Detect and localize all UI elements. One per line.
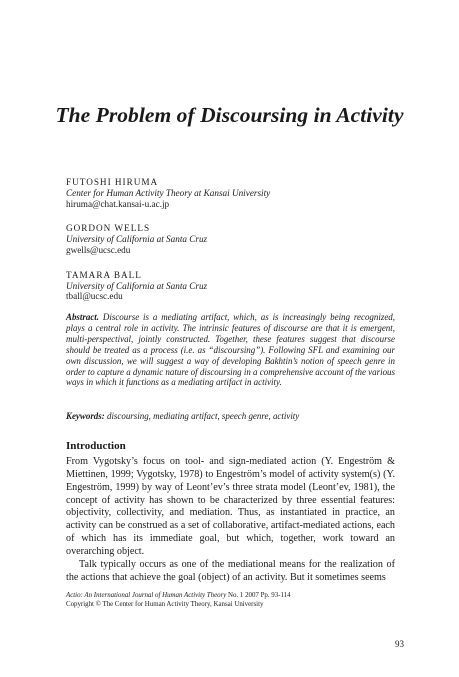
author-name: TAMARA BALL xyxy=(66,269,142,280)
paragraph: From Vygotsky’s focus on tool- and sign-mediated action (Y. Engeström & Miettinen, 1999; Vygotsky, 1978) to Engeström’s model of activity system(s) (Y. Engeström, 1999) by way of Leont’ev’s three strata model (Leont’ev, 1981), the concept of activity has shown to be characterized by three essential features: objectivity, collectivity, and mediation. Thus, as instantiated in practice, an activity can be construed as a set of collaborative, artifact-mediated actions, each of which has its immediate goal, but which, together, work toward an overarching object. xyxy=(66,456,395,557)
author-affiliation: University of California at Santa Cruz xyxy=(66,280,208,291)
author-name: GORDON WELLS xyxy=(66,223,151,234)
keywords xyxy=(66,411,395,422)
author-affiliation: University of California at Santa Cruz xyxy=(66,234,208,245)
page-number: 93 xyxy=(395,639,404,649)
author-email: gwells@ucsc.edu xyxy=(66,244,131,255)
citation-line xyxy=(66,591,406,600)
abstract xyxy=(66,312,395,388)
author-email: tball@ucsc.edu xyxy=(66,291,123,302)
keywords-text: discoursing, mediating artifact, speech genre, activity xyxy=(106,411,300,421)
journal-footer xyxy=(66,591,406,609)
keywords-label: Keywords: xyxy=(66,411,105,421)
issue-info: No. 1 2007 Pp. 93-114 xyxy=(226,592,291,599)
paper-title: The Problem of Discoursing in Activity xyxy=(55,103,404,128)
body-text xyxy=(66,456,395,584)
author-name: FUTOSHI HIRUMA xyxy=(66,177,159,187)
section-heading: Introduction xyxy=(66,440,126,452)
author-block xyxy=(66,177,406,209)
author-affiliation: Center for Human Activity Theory at Kansai University xyxy=(66,187,271,198)
author-block xyxy=(66,223,406,255)
author-list xyxy=(66,177,406,316)
abstract-text: Discourse is a mediating artifact, which, as is increasingly being recognized, plays a central role in activity. The intrinsic features of discourse are that it is emergent, multi-perspectival, jointly constructed. Together, these features suggest that discourse should be treated as a process (i.e. as “discoursing”). Following SFL and examining our own discussion, we will suggest a way of developing Bakhtin’s notion of speech genre in order to capture a dynamic nature of discoursing in a comprehensive account of the various ways in which it functions as a mediating artifact in activity. xyxy=(66,312,395,388)
author-block xyxy=(66,270,406,302)
abstract-label: Abstract. xyxy=(66,312,100,322)
author-email: hiruma@chat.kansai-u.ac.jp xyxy=(66,198,170,209)
paragraph: Talk typically occurs as one of the mediational means for the realization of the actions that achieve the goal (object) of an activity. But it sometimes seems xyxy=(66,558,395,583)
journal-name: Actio: An International Journal of Human Activity Theory xyxy=(66,592,227,599)
copyright-line: Copyright © The Center for Human Activity Theory, Kansai University xyxy=(66,601,264,608)
